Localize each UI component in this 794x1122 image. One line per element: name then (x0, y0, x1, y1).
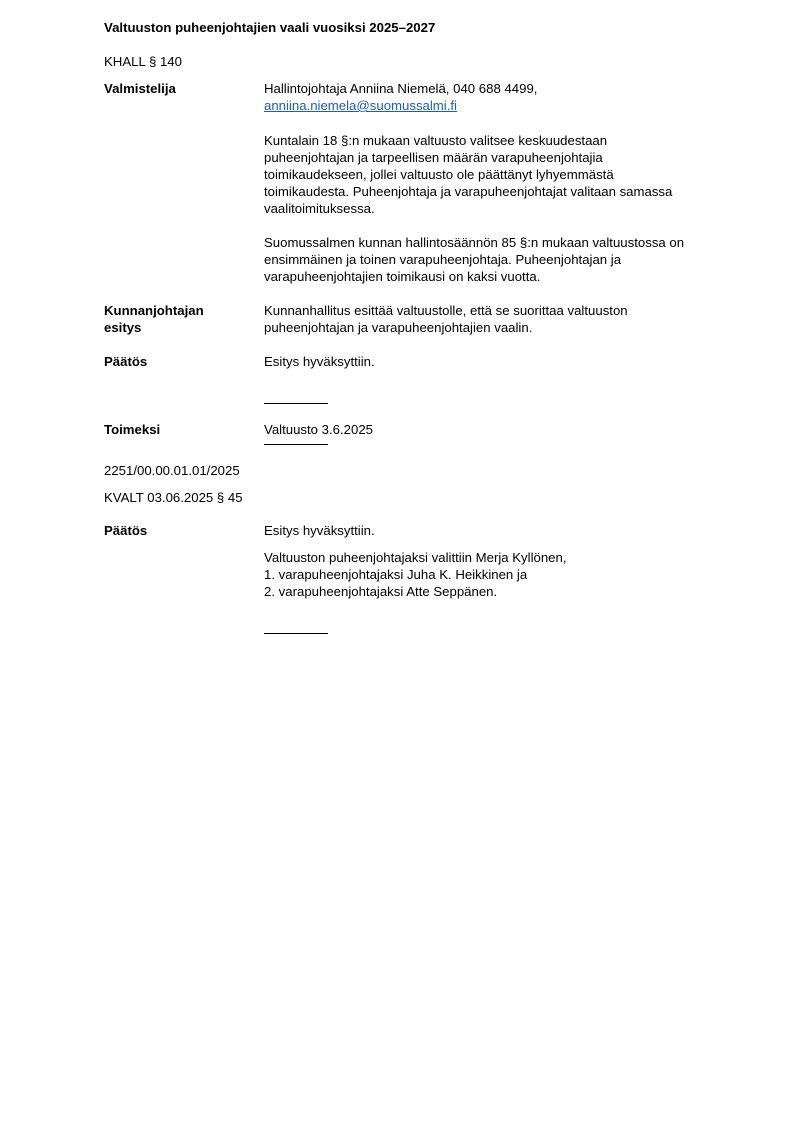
esitys-line: puheenjohtajan ja varapuheenjohtajien vaalin. (264, 320, 533, 335)
valmistelija-content (264, 80, 744, 285)
paragraph-line: puheenjohtajan ja tarpeellisen määrän varapuheenjohtajia (264, 150, 603, 165)
esitys-section (104, 302, 744, 336)
esitys-label-line2: esitys (104, 320, 142, 335)
paragraph-line: toimikaudekseen, jollei valtuusto ole päättänyt lyhyemmästä (264, 167, 614, 182)
hallintosaanto-paragraph (264, 234, 744, 285)
toimeksi-label: Toimeksi (104, 422, 161, 437)
esitys-content (264, 302, 744, 336)
document-title: Valtuuston puheenjohtajien vaali vuosiksi 2025–2027 (104, 20, 436, 35)
esitys-line: Kunnanhallitus esittää valtuustolle, että se suorittaa valtuuston (264, 303, 628, 318)
paragraph-line: ensimmäinen ja toinen varapuheenjohtaja. Puheenjohtajan ja (264, 252, 622, 267)
valmistelija-label: Valmistelija (104, 81, 176, 96)
diary-number: 2251/00.00.01.01/2025 (104, 463, 240, 478)
paatos-label-1: Päätös (104, 354, 148, 369)
kvalt-reference: KVALT 03.06.2025 § 45 (104, 490, 243, 505)
paragraph-line: varapuheenjohtajien toimikausi on kaksi vuotta. (264, 269, 541, 284)
esitys-label-line1: Kunnanjohtajan (104, 303, 204, 318)
paatos-section-2 (104, 522, 744, 634)
valmistelija-section (104, 80, 744, 285)
election-result-line: Valtuuston puheenjohtajaksi valittiin Merja Kyllönen, (264, 550, 567, 565)
paatos-text-2: Esitys hyväksyttiin. (264, 523, 375, 538)
election-result-line: 2. varapuheenjohtajaksi Atte Seppänen. (264, 584, 498, 599)
paatos-text-1: Esitys hyväksyttiin. (264, 354, 375, 369)
paatos-label-2: Päätös (104, 523, 148, 538)
kuntalaki-paragraph (264, 132, 744, 217)
toimeksi-section (104, 421, 744, 445)
khall-reference: KHALL § 140 (104, 54, 182, 69)
preparer-contact: Hallintojohtaja Anniina Niemelä, 040 688 4499, (264, 81, 538, 96)
paragraph-line: Suomussalmen kunnan hallintosäännön 85 §:n mukaan valtuustossa on (264, 235, 685, 250)
separator-line (264, 444, 328, 445)
paatos-content-1 (264, 353, 744, 404)
paatos-content-2 (264, 522, 744, 634)
paatos-section-1 (104, 353, 744, 404)
toimeksi-text: Valtuusto 3.6.2025 (264, 422, 374, 437)
toimeksi-content (264, 421, 744, 445)
separator-line (264, 633, 328, 634)
paragraph-line: vaalitoimituksessa. (264, 201, 375, 216)
esitys-label (104, 302, 254, 336)
preparer-email-link[interactable]: anniina.niemela@suomussalmi.fi (264, 98, 457, 113)
election-result-line: 1. varapuheenjohtajaksi Juha K. Heikkinen ja (264, 567, 528, 582)
paragraph-line: Kuntalain 18 §:n mukaan valtuusto valitsee keskuudestaan (264, 133, 608, 148)
separator-line (264, 403, 328, 404)
document-page (104, 19, 744, 634)
paragraph-line: toimikaudesta. Puheenjohtaja ja varapuheenjohtajat valitaan samassa (264, 184, 673, 199)
